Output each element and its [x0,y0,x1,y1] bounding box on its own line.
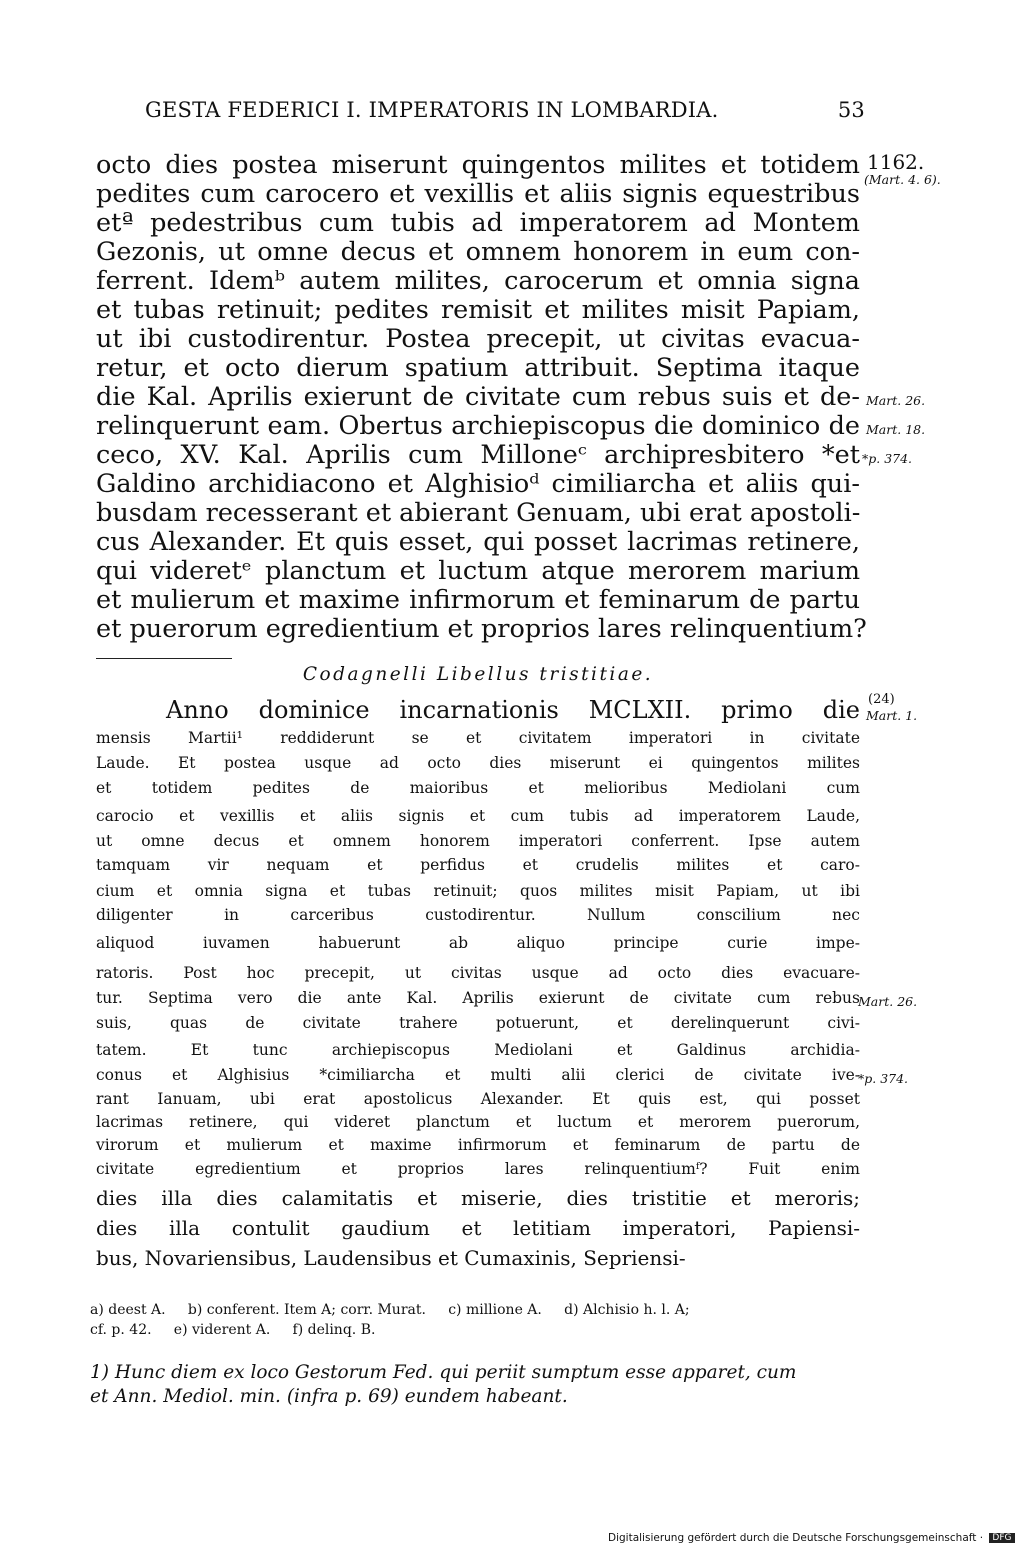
text-line: dies illa contulit gaudium et letitiam imperatori, Papiensi- [96,1216,860,1240]
margin-page-ref: *p. 374. [862,451,913,466]
text-line: lacrimas retinere, qui videret planctum et luctum et merorem puerorum, [96,1113,860,1131]
running-title: GESTA FEDERICI I. IMPERATORIS IN LOMBARDIA. [145,98,719,122]
text-line: Gezonis, ut omne decus et omnem honorem in eum con- [96,237,860,267]
text-line: tamquam vir nequam et perfidus et crudelis milites et caro- [96,856,860,874]
text-line: civitate egredientium et proprios lares relinquentiumᶠ? Fuit enim [96,1160,860,1178]
text-line: suis, quas de civitate trahere potuerunt, et derelinquerunt civi- [96,1014,860,1032]
apparatus-line: cf. p. 42. e) viderent A. f) delinq. B. [90,1322,376,1338]
margin-date: Mart. 18. [866,422,926,437]
text-line: ut ibi custodirentur. Postea precepit, ut civitas evacua- [96,324,860,354]
text-line: rant Ianuam, ubi erat apostolicus Alexander. Et quis est, qui posset [96,1090,860,1108]
text-line: virorum et mulierum et maxime infirmorum et feminarum de partu de [96,1136,860,1154]
text-line: aliquod iuvamen habuerunt ab aliquo principe curie impe- [96,934,860,952]
margin-date: (Mart. 4. 6). [864,172,941,187]
text-line: diligenter in carceribus custodirentur. Nullum conscilium nec [96,906,860,924]
text-line: qui videretᵉ planctum et luctum atque merorem marium [96,556,860,586]
text-line: et tubas retinuit; pedites remisit et milites misit Papiam, [96,295,860,325]
margin-year: 1162. [867,150,925,174]
text-line: et totidem pedites de maioribus et melioribus Mediolani cum [96,779,860,797]
text-line: bus, Novariensibus, Laudensibus et Cumaxinis, Sepriensi- [96,1246,686,1270]
text-line: dies illa dies calamitatis et miserie, dies tristitie et meroris; [96,1186,860,1210]
credit-text: Digitalisierung gefördert durch die Deutsche Forschungsgemeinschaft · [608,1532,984,1544]
margin-page-ref: *p. 374. [858,1071,909,1086]
dfg-logo: DFG [989,1533,1014,1543]
text-line: ut omne decus et omnem honorem imperatori conferrent. Ipse autem [96,832,860,850]
text-line: retur, et octo dierum spatium attribuit. Septima itaque [96,353,860,383]
text-line: etª pedestribus cum tubis ad imperatorem ad Montem [96,208,860,238]
page-number: 53 [837,98,865,122]
margin-number: (24) [868,692,895,707]
text-line: Galdino archidiacono et Alghisioᵈ cimiliarcha et aliis qui- [96,469,860,499]
text-line: carocio et vexillis et aliis signis et cum tubis ad imperatorem Laude, [96,807,860,825]
section-rule [96,658,232,659]
text-line: die Kal. Aprilis exierunt de civitate cum rebus suis et de- [96,382,860,412]
text-line: pedites cum carocero et vexillis et aliis signis equestribus [96,179,860,209]
margin-date: Mart. 1. [866,708,918,723]
text-line: tatem. Et tunc archiepiscopus Mediolani et Galdinus archidia- [96,1041,860,1059]
digitization-credit [608,1532,1015,1544]
text-line: Laude. Et postea usque ad octo dies miserunt ei quingentos milites [96,754,860,772]
text-line: Anno dominice incarnationis MCLXII. primo die [166,696,860,724]
text-line: cus Alexander. Et quis esset, qui posset lacrimas retinere, [96,527,860,557]
footnote-line: et Ann. Mediol. min. (infra p. 69) eundem habeant. [90,1386,568,1407]
text-line: et mulierum et maxime infirmorum et feminarum de partu [96,585,860,615]
margin-date: Mart. 26. [866,393,926,408]
text-line: mensis Martii¹ reddiderunt se et civitatem imperatori in civitate [96,729,860,747]
text-line: busdam recesserant et abierant Genuam, ubi erat apostoli- [96,498,861,528]
text-line: ratoris. Post hoc precepit, ut civitas usque ad octo dies evacuare- [96,964,860,982]
text-line: relinquerunt eam. Obertus archiepiscopus die dominico de [96,411,860,441]
text-line: ceco, XV. Kal. Aprilis cum Milloneᶜ archipresbitero *et [96,440,860,470]
text-line: ferrent. Idemᵇ autem milites, carocerum et omnia signa [96,266,860,296]
section-subtitle: Codagnelli Libellus tristitiae. [302,664,654,685]
apparatus-line: a) deest A. b) conferent. Item A; corr. Murat. c) millione A. d) Alchisio h. l. A; [90,1302,690,1318]
text-line: octo dies postea miserunt quingentos milites et totidem [96,150,860,180]
text-line: tur. Septima vero die ante Kal. Aprilis exierunt de civitate cum rebus [96,989,860,1007]
text-line: conus et Alghisius *cimiliarcha et multi alii clerici de civitate ive- [96,1066,860,1084]
text-line: cium et omnia signa et tubas retinuit; quos milites misit Papiam, ut ibi [96,882,860,900]
text-line: et puerorum egredientium et proprios lares relinquentium? [96,614,867,644]
footnote-line: 1) Hunc diem ex loco Gestorum Fed. qui periit sumptum esse apparet, cum [90,1362,797,1383]
margin-date: Mart. 26. [858,994,918,1009]
